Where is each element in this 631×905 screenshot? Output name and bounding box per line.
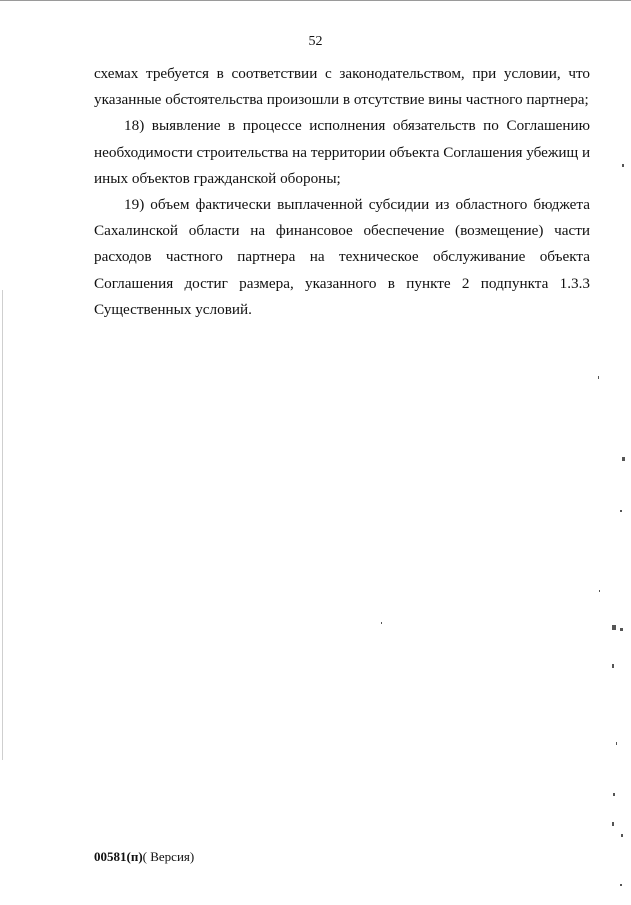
paragraph-line: 19) объем фактически выплаченной субсидии из областного бюджета (124, 196, 590, 214)
scan-speck (622, 457, 625, 461)
paragraph-line: Существенных условий. (94, 300, 252, 318)
paragraph-line: Сахалинской области на финансовое обеспечение (возмещение) части (94, 222, 590, 240)
scan-speck (599, 590, 600, 592)
scan-speck (616, 742, 617, 745)
scan-speck (612, 822, 614, 826)
scan-speck (622, 164, 624, 167)
paragraph-line: Соглашения достиг размера, указанного в пункте 2 подпункта 1.3.3 (94, 274, 590, 292)
paragraph-line: схемах требуется в соответствии с законодательством, при условии, что (94, 65, 590, 82)
scan-speck (612, 664, 614, 668)
paragraph-line: необходимости строительства на территории объекта Соглашения убежищ и (94, 143, 591, 161)
document-code: 00581(п) (94, 849, 143, 864)
scan-left-border (2, 290, 3, 760)
scan-speck (621, 834, 623, 837)
page-number: 52 (308, 34, 323, 49)
scan-top-border (0, 0, 631, 1)
scan-speck (613, 793, 615, 796)
scan-speck (612, 625, 616, 630)
scan-speck (620, 628, 623, 631)
paragraph-line: 18) выявление в процессе исполнения обязательств по Соглашению (124, 117, 590, 135)
paragraph-line: расходов частного партнера на техническое обслуживание объекта (94, 248, 590, 266)
scan-speck (381, 622, 382, 624)
paragraph-line: указанные обстоятельства произошли в отсутствие вины частного партнера; (94, 91, 589, 109)
scan-speck (598, 376, 599, 379)
paragraph-line: иных объектов гражданской обороны; (94, 169, 341, 187)
document-footer (94, 849, 194, 865)
scan-speck (620, 510, 622, 512)
document-version: ( Версия) (142, 849, 195, 864)
document-body (94, 61, 590, 323)
scan-speck (620, 884, 622, 886)
